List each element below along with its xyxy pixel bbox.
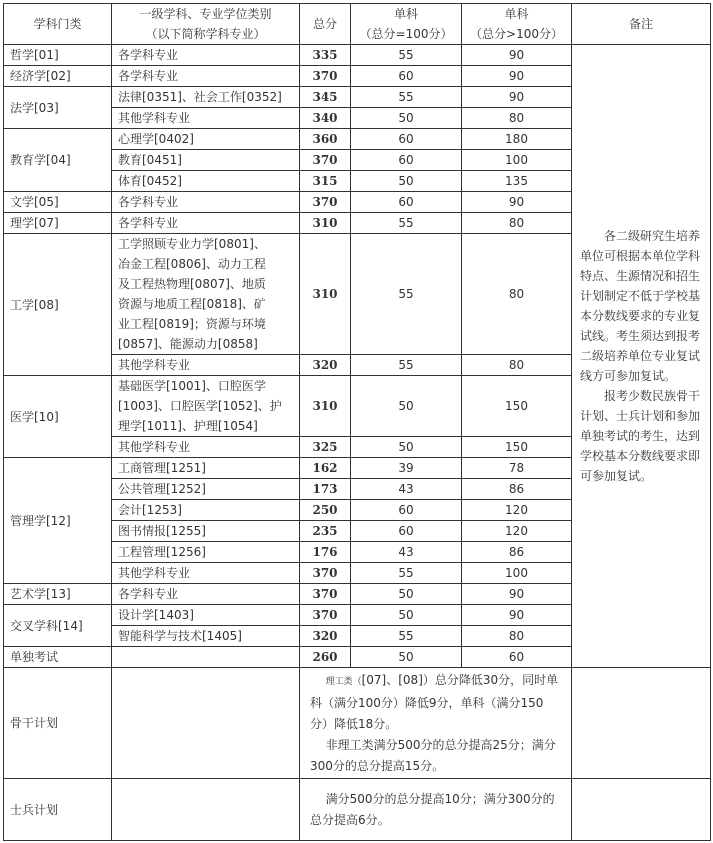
single-gt100-cell: 135: [462, 171, 572, 192]
subject-cell: 基础医学[1001]、口腔医学 [1003]、口腔医学[1052]、护 理学[1011]、护理[1054]: [112, 376, 300, 437]
total-score-cell: 370: [300, 584, 351, 605]
subject-cell: 其他学科专业: [112, 355, 300, 376]
subject-cell: 法律[0351]、社会工作[0352]: [112, 87, 300, 108]
header-category: 学科门类: [4, 4, 112, 45]
single-100-cell: 55: [351, 355, 462, 376]
total-score-cell: 325: [300, 437, 351, 458]
header-single-100: 单科 （总分=100分）: [351, 4, 462, 45]
total-score-cell: 370: [300, 150, 351, 171]
single-100-cell: 55: [351, 45, 462, 66]
single-100-cell: 55: [351, 87, 462, 108]
total-score-cell: 260: [300, 647, 351, 668]
single-100-cell: 55: [351, 626, 462, 647]
single-100-cell: 55: [351, 234, 462, 355]
single-gt100-cell: 80: [462, 108, 572, 129]
single-gt100-cell: 86: [462, 479, 572, 500]
score-table: [3, 3, 711, 841]
header-remarks: 备注: [572, 4, 711, 45]
soldier-plan-row: [4, 779, 711, 841]
subject-cell: 工学照顾专业力学[0801]、 冶金工程[0806]、动力工程 及工程热物理[0807]、地质 资源与地质工程[0818]、矿 业工程[0819]；资源与环境 [0857]、能源动力[0858]: [112, 234, 300, 355]
single-100-cell: 60: [351, 192, 462, 213]
subject-cell: 各学科专业: [112, 192, 300, 213]
single-100-cell: 60: [351, 500, 462, 521]
single-gt100-cell: 120: [462, 500, 572, 521]
category-cell: 经济学[02]: [4, 66, 112, 87]
single-gt100-cell: 150: [462, 376, 572, 437]
total-score-cell: 370: [300, 563, 351, 584]
gugan-plan-empty-cell: [112, 668, 300, 779]
subject-cell: 各学科专业: [112, 66, 300, 87]
subject-cell: 教育[0451]: [112, 150, 300, 171]
single-gt100-cell: 90: [462, 66, 572, 87]
subject-cell: 工商管理[1251]: [112, 458, 300, 479]
soldier-plan-remarks-cell: [572, 779, 711, 841]
category-cell: 教育学[04]: [4, 129, 112, 192]
total-score-cell: 360: [300, 129, 351, 150]
single-gt100-cell: 180: [462, 129, 572, 150]
subject-cell: 各学科专业: [112, 584, 300, 605]
total-score-cell: 310: [300, 234, 351, 355]
gugan-plan-text: 理工类（[07]、[08]）总分降低30分，同时单 科（满分100分）降低9分，单科（满分150 分）降低18分。 非理工类满分500分的总分提高25分；满分 300分的总分提高15分。: [300, 668, 572, 779]
gugan-plan-row: [4, 668, 711, 779]
single-gt100-cell: 78: [462, 458, 572, 479]
total-score-cell: 320: [300, 355, 351, 376]
table-row: [4, 45, 711, 66]
subject-cell: 各学科专业: [112, 213, 300, 234]
total-score-cell: 162: [300, 458, 351, 479]
category-cell: 交叉学科[14]: [4, 605, 112, 647]
total-score-cell: 340: [300, 108, 351, 129]
single-100-cell: 43: [351, 479, 462, 500]
single-100-cell: 60: [351, 150, 462, 171]
category-cell: 管理学[12]: [4, 458, 112, 584]
subject-cell: 设计学[1403]: [112, 605, 300, 626]
total-score-cell: 315: [300, 171, 351, 192]
single-gt100-cell: 120: [462, 521, 572, 542]
category-cell: 艺术学[13]: [4, 584, 112, 605]
subject-cell: 其他学科专业: [112, 563, 300, 584]
subject-cell: 其他学科专业: [112, 437, 300, 458]
single-gt100-cell: 100: [462, 150, 572, 171]
category-cell: 法学[03]: [4, 87, 112, 129]
total-score-cell: 173: [300, 479, 351, 500]
remarks-paragraph-1: 各二级研究生培养单位可根据本单位学科特点、生源情况和招生计划制定不低于学校基本分数线要求的专业复试线。考生须达到报考二级培养单位专业复试线方可参加复试。: [580, 229, 701, 383]
single-100-cell: 50: [351, 171, 462, 192]
header-single-gt100: 单科 （总分>100分）: [462, 4, 572, 45]
single-100-cell: 55: [351, 213, 462, 234]
soldier-plan-empty-cell: [112, 779, 300, 841]
total-score-cell: 345: [300, 87, 351, 108]
gugan-plan-label: 骨干计划: [4, 668, 112, 779]
total-score-cell: 250: [300, 500, 351, 521]
subject-cell: 图书情报[1255]: [112, 521, 300, 542]
single-100-cell: 50: [351, 584, 462, 605]
category-cell: 理学[07]: [4, 213, 112, 234]
remarks-cell: [572, 45, 711, 668]
header-total: 总分: [300, 4, 351, 45]
category-cell: 文学[05]: [4, 192, 112, 213]
single-gt100-cell: 90: [462, 584, 572, 605]
subject-cell: 心理学[0402]: [112, 129, 300, 150]
subject-cell: 工程管理[1256]: [112, 542, 300, 563]
total-score-cell: 235: [300, 521, 351, 542]
total-score-cell: 370: [300, 66, 351, 87]
subject-cell: 其他学科专业: [112, 108, 300, 129]
soldier-plan-label: 士兵计划: [4, 779, 112, 841]
single-100-cell: 43: [351, 542, 462, 563]
total-score-cell: 335: [300, 45, 351, 66]
single-gt100-cell: 80: [462, 355, 572, 376]
single-100-cell: 60: [351, 66, 462, 87]
single-gt100-cell: 90: [462, 605, 572, 626]
category-cell: 哲学[01]: [4, 45, 112, 66]
category-cell: 医学[10]: [4, 376, 112, 458]
subject-cell: 会计[1253]: [112, 500, 300, 521]
single-100-cell: 55: [351, 563, 462, 584]
single-100-cell: 60: [351, 521, 462, 542]
subject-cell: 智能科学与技术[1405]: [112, 626, 300, 647]
remarks-paragraph-2: 报考少数民族骨干计划、士兵计划和参加单独考试的考生，达到学校基本分数线要求即可参加复试。: [580, 389, 701, 483]
total-score-cell: 310: [300, 376, 351, 437]
category-cell: 工学[08]: [4, 234, 112, 376]
single-gt100-cell: 90: [462, 192, 572, 213]
single-100-cell: 50: [351, 108, 462, 129]
subject-cell: [112, 647, 300, 668]
gugan-plan-remarks-cell: [572, 668, 711, 779]
single-100-cell: 50: [351, 376, 462, 437]
header-subject: 一级学科、专业学位类别 （以下简称学科专业）: [112, 4, 300, 45]
single-gt100-cell: 86: [462, 542, 572, 563]
total-score-cell: 320: [300, 626, 351, 647]
header-row: [4, 4, 711, 45]
single-100-cell: 50: [351, 605, 462, 626]
category-cell: 单独考试: [4, 647, 112, 668]
single-100-cell: 50: [351, 437, 462, 458]
single-gt100-cell: 80: [462, 234, 572, 355]
single-gt100-cell: 80: [462, 213, 572, 234]
single-gt100-cell: 60: [462, 647, 572, 668]
single-100-cell: 60: [351, 129, 462, 150]
single-100-cell: 39: [351, 458, 462, 479]
total-score-cell: 310: [300, 213, 351, 234]
single-gt100-cell: 100: [462, 563, 572, 584]
subject-cell: 各学科专业: [112, 45, 300, 66]
total-score-cell: 370: [300, 192, 351, 213]
single-gt100-cell: 80: [462, 626, 572, 647]
single-gt100-cell: 90: [462, 45, 572, 66]
subject-cell: 体育[0452]: [112, 171, 300, 192]
single-gt100-cell: 150: [462, 437, 572, 458]
subject-cell: 公共管理[1252]: [112, 479, 300, 500]
total-score-cell: 370: [300, 605, 351, 626]
soldier-plan-text: 满分500分的总分提高10分；满分300分的 总分提高6分。: [300, 779, 572, 841]
single-100-cell: 50: [351, 647, 462, 668]
single-gt100-cell: 90: [462, 87, 572, 108]
total-score-cell: 176: [300, 542, 351, 563]
